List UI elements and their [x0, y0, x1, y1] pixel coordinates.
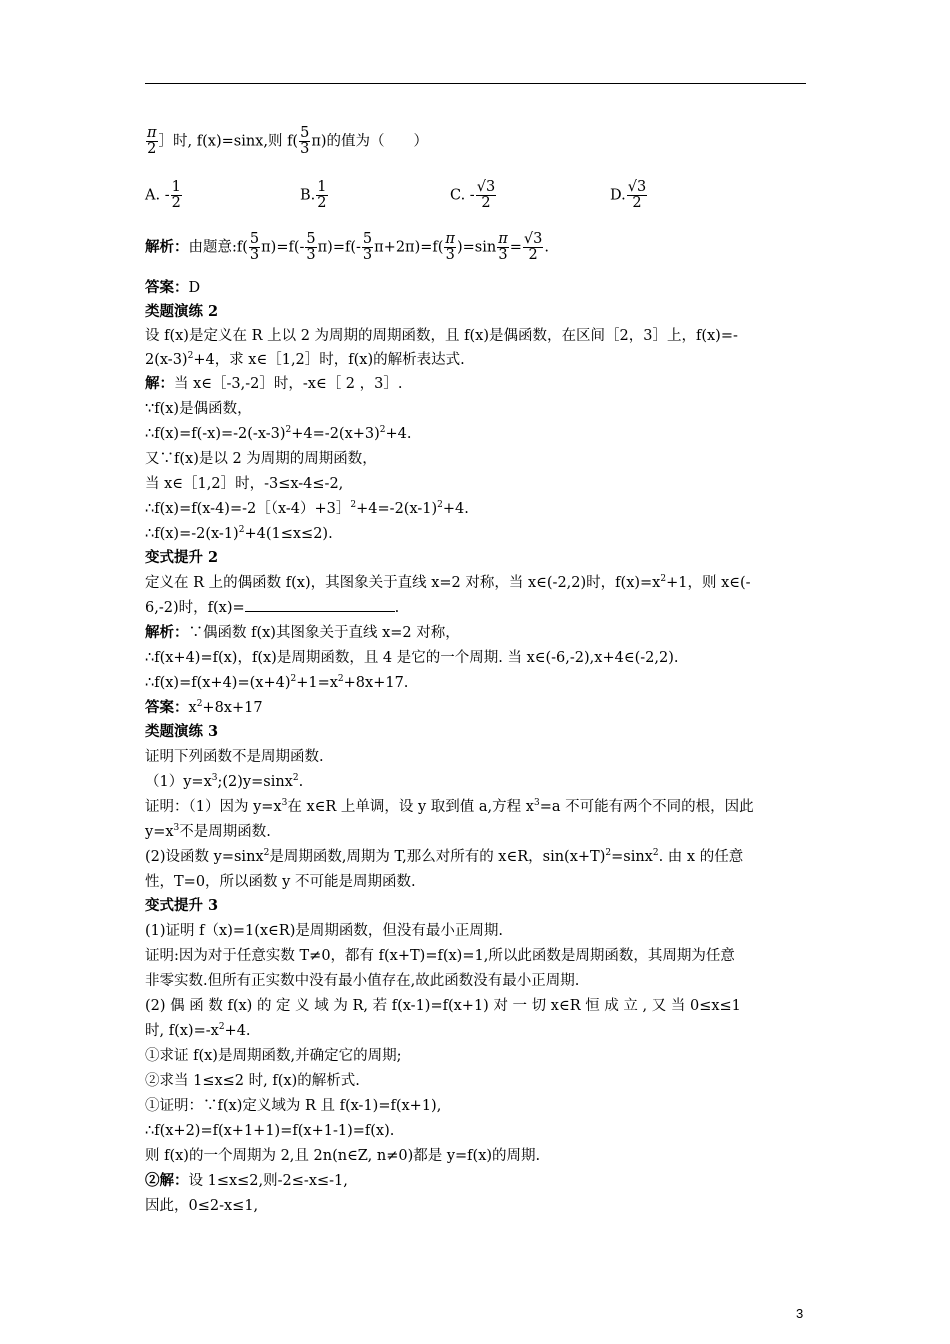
option-a: A. - $\frac{1}{2}$	[145, 179, 181, 212]
problem-text: ②求当 1≤x≤2 时, f(x)的解析式.	[145, 1073, 360, 1089]
solution-line: $\therefore f(x)=-2(x-1)^2+4(1\le x\le 2)$.	[145, 525, 333, 542]
page-number: 3	[796, 1306, 804, 1321]
solution-line: $\therefore f(x)=f(-x)=-2(-x-3)^2+4=-2(x+3)^2+4$.	[145, 425, 412, 442]
solution-line: 当 x∈［1,2］时，-3≤x-4≤-2,	[145, 476, 344, 492]
proof-line: 性，T=0，所以函数 y 不可能是周期函数.	[145, 874, 416, 890]
proof-line: 证明:因为对于任意实数 T≠0，都有 f(x+T)=f(x)=1,所以此函数是周期函数，其周期为任意	[145, 948, 735, 964]
section-title: 变式提升 3	[145, 897, 219, 914]
solution-line: ∵f(x)是偶函数，	[145, 401, 252, 417]
solution-line: $\therefore f(x)=f(x-4)=-2[(x-4)+3]^2+4=-2(x-1)^2+4$.	[145, 500, 469, 517]
proof-line: 非零实数.但所有正实数中没有最小值存在,故此函数没有最小正周期.	[145, 973, 580, 989]
problem-text: $2(x-3)^2+4$，求 x∈［1,2］时，f(x)的解析表达式.	[145, 351, 465, 368]
solution-line: 解：当 x∈［-3,-2］时，-x∈［ 2 ，3］.	[145, 375, 403, 392]
answer-line: 答案：D	[145, 279, 201, 296]
problem-text: $(1)y=x^3;(2)y=\sin x^2$.	[145, 773, 304, 790]
header-rule	[145, 83, 806, 84]
proof-line: ①证明：∵f(x)定义域为 R 且 f(x-1)=f(x+1),	[145, 1098, 442, 1114]
section-title: 变式提升 2	[145, 549, 219, 566]
problem-text: (1)证明 f（x)=1(x∈R)是周期函数，但没有最小正周期.	[145, 923, 503, 939]
problem-text: 设 f(x)是定义在 R 上以 2 为周期的周期函数，且 f(x)是偶函数，在区间［2，3］上，f(x)=-	[145, 328, 738, 344]
solution-line: 又∵f(x)是以 2 为周期的周期函数，	[145, 451, 377, 467]
problem-text: (2) 偶 函 数 f(x) 的 定 义 域 为 R, 若 f(x-1)=f(x+1) 对 一 切 x∈R 恒 成 立 , 又 当 0≤x≤1	[145, 998, 741, 1014]
proof-line: 证明：（1）因为 $y=x^3$在 x∈R 上单调，设 y 取到值 a,方程 $x^3=a$ 不可能有两个不同的根，因此	[145, 798, 754, 815]
option-c: C. - $\frac{√3}{2}$	[450, 179, 496, 212]
proof-line: ∴f(x+2)=f(x+1+1)=f(x+1-1)=f(x).	[145, 1123, 395, 1139]
section-title: 类题演练 2	[145, 303, 219, 320]
question-line: $\frac{\pi}{2}$ ］时, f(x)=sinx,则 f( $\frac{5}{3}$ π)的值为（ ）	[147, 125, 429, 158]
option-d: D. $\frac{√3}{2}$	[610, 179, 647, 212]
fraction: $\frac{\pi}{2}$	[147, 125, 157, 158]
options-row	[145, 180, 809, 224]
analysis-line: $\therefore f(x)=f(x+4)=(x+4)^2+1=x^2+8x+17$.	[145, 674, 409, 691]
analysis-line: ∴f(x+4)=f(x)，f(x)是周期函数，且 4 是它的一个周期. 当 x∈(-6,-2),x+4∈(-2,2).	[145, 650, 679, 666]
problem-text: 证明下列函数不是周期函数.	[145, 749, 324, 765]
problem-text: 定义在 R 上的偶函数 f(x)，其图象关于直线 x=2 对称，当 x∈(-2,2)时，$f(x)=x^2+1$，则 x∈(-	[145, 574, 751, 591]
fraction: $\frac{5}{3}$	[300, 125, 310, 158]
proof-line: (2)设函数 y=sinx$^2$是周期函数,周期为 T,那么对所有的 x∈R，$\sin(x+T)^2=\sin x^2$. 由 x 的任意	[145, 848, 744, 865]
option-b: B. $\frac{1}{2}$	[300, 179, 327, 212]
analysis-line: 解析：由题意:f( $\frac{5}{3}$ π)=f(- $\frac{5}{3}$ π)=f(- $\frac{5}{3}$ π+2π)=f( $\frac{\pi}{3}$ )=sin $\frac{\pi}{3}$ = $\frac{√3}{2}$ .	[145, 231, 549, 264]
problem-text: 6,-2)时，f(x)= .	[145, 600, 400, 616]
section-title: 类题演练 3	[145, 723, 219, 740]
problem-text: 时, $f(x)=-x^2+4$.	[145, 1022, 251, 1039]
problem-text: ①求证 f(x)是周期函数,并确定它的周期;	[145, 1048, 402, 1064]
answer-line: 答案：$x^2+8x+17$	[145, 699, 263, 716]
solution-line: 因此，0≤2-x≤1,	[145, 1198, 259, 1214]
analysis-line: 解析：∵偶函数 f(x)其图象关于直线 x=2 对称，	[145, 624, 460, 641]
proof-line: 则 f(x)的一个周期为 2,且 2n(n∈Z, n≠0)都是 y=f(x)的周期.	[145, 1148, 541, 1164]
answer-blank	[245, 599, 395, 612]
proof-line: $y=x^3$不是周期函数.	[145, 823, 271, 840]
solution-line: ②解：设 1≤x≤2,则-2≤-x≤-1,	[145, 1172, 348, 1189]
